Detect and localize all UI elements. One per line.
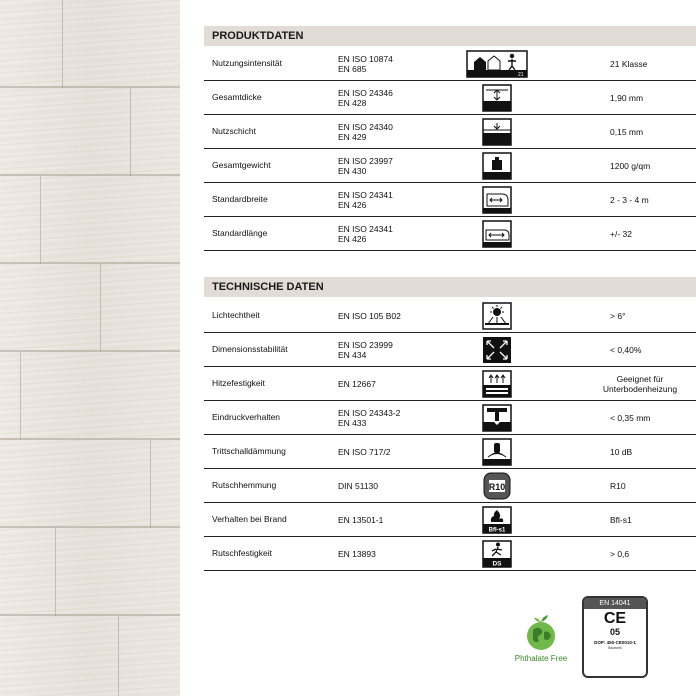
row-norm: EN 12667 bbox=[338, 378, 376, 389]
table-row bbox=[204, 333, 696, 367]
row-label: Rutschfestigkeit bbox=[212, 548, 272, 558]
section-title-produktdaten: PRODUKTDATEN bbox=[204, 26, 696, 46]
svg-text:21: 21 bbox=[518, 72, 524, 78]
table-row bbox=[204, 401, 696, 435]
slip-resistance-ds-icon bbox=[482, 540, 512, 568]
row-norm: EN ISO 24340 EN 429 bbox=[338, 121, 393, 142]
ce-mark: CE bbox=[603, 610, 627, 627]
row-norm: EN ISO 105 B02 bbox=[338, 310, 401, 321]
dimensional-stability-icon bbox=[482, 336, 512, 364]
slip-resistance-r10-icon bbox=[482, 472, 512, 500]
row-norm: EN ISO 717/2 bbox=[338, 446, 391, 457]
row-value: Bfl-s1 bbox=[610, 514, 632, 525]
table-row bbox=[204, 299, 696, 333]
ce-header: EN 14041 bbox=[584, 598, 646, 609]
row-norm: DIN 51130 bbox=[338, 480, 379, 491]
row-value: 2 - 3 - 4 m bbox=[610, 194, 649, 205]
row-norm: EN ISO 24346 EN 428 bbox=[338, 87, 393, 108]
wear-layer-icon bbox=[482, 118, 512, 146]
length-icon bbox=[482, 220, 512, 248]
wood-floor-photo bbox=[0, 0, 180, 696]
row-value: 21 Klasse bbox=[610, 58, 648, 69]
width-icon bbox=[482, 186, 512, 214]
row-label: Rutschhemmung bbox=[212, 480, 277, 490]
ce-small-print: Bauwerk bbox=[608, 646, 622, 650]
row-label: Hitzefestigkeit bbox=[212, 378, 265, 388]
row-norm: EN ISO 23999 EN 434 bbox=[338, 339, 393, 360]
ce-dop: DOP: 450-CE0010-1 bbox=[594, 640, 636, 645]
table-row bbox=[204, 149, 696, 183]
table-row bbox=[204, 217, 696, 251]
table-row bbox=[204, 367, 696, 401]
row-value: 1,90 mm bbox=[610, 92, 644, 103]
table-row bbox=[204, 47, 696, 81]
section-title-technische-daten: TECHNISCHE DATEN bbox=[204, 277, 696, 297]
row-norm: EN ISO 23997 EN 430 bbox=[338, 155, 393, 176]
svg-text:DS: DS bbox=[492, 560, 502, 568]
row-value: 10 dB bbox=[610, 446, 633, 457]
table-row bbox=[204, 435, 696, 469]
svg-text:R10: R10 bbox=[488, 482, 506, 492]
table-row bbox=[204, 469, 696, 503]
row-value: 1200 g/qm bbox=[610, 160, 651, 171]
row-value: 0,15 mm bbox=[610, 126, 644, 137]
row-value: > 6° bbox=[610, 310, 626, 321]
fire-behaviour-icon bbox=[482, 506, 512, 534]
row-label: Nutzschicht bbox=[212, 126, 256, 136]
row-norm: EN ISO 10874 EN 685 bbox=[338, 53, 393, 74]
row-label: Gesamtgewicht bbox=[212, 160, 271, 170]
row-value: < 0,40% bbox=[610, 344, 642, 355]
lightfastness-icon bbox=[482, 302, 512, 330]
row-value: R10 bbox=[610, 480, 626, 491]
table-row bbox=[204, 183, 696, 217]
row-label: Lichtechtheit bbox=[212, 310, 260, 320]
ce-number: 05 bbox=[609, 627, 620, 637]
row-value: Geeignet für Unterbodenheizung bbox=[602, 373, 678, 394]
row-norm: EN 13893 bbox=[338, 548, 376, 559]
row-label: Trittschalldämmung bbox=[212, 446, 286, 456]
row-label: Eindruckverhalten bbox=[212, 412, 281, 422]
row-label: Gesamtdicke bbox=[212, 92, 262, 102]
row-label: Standardbreite bbox=[212, 194, 268, 204]
row-label: Verhalten bei Brand bbox=[212, 514, 287, 524]
svg-text:Bfl-s1: Bfl-s1 bbox=[488, 527, 506, 534]
row-value: < 0,35 mm bbox=[610, 412, 651, 423]
row-value: +/- 32 bbox=[610, 228, 632, 239]
impact-sound-icon bbox=[482, 438, 512, 466]
row-norm: EN ISO 24343-2 EN 433 bbox=[338, 407, 401, 428]
table-row bbox=[204, 503, 696, 537]
table-row bbox=[204, 81, 696, 115]
usage-class-icon bbox=[466, 50, 528, 78]
ce-declaration-label bbox=[582, 596, 648, 678]
row-norm: EN 13501-1 bbox=[338, 514, 384, 525]
underfloor-heating-icon bbox=[482, 370, 512, 398]
indentation-icon bbox=[482, 404, 512, 432]
table-row bbox=[204, 537, 696, 571]
row-value: > 0,6 bbox=[610, 548, 630, 559]
row-norm: EN ISO 24341 EN 426 bbox=[338, 223, 393, 244]
row-label: Nutzungsintensität bbox=[212, 58, 282, 68]
row-label: Dimensionsstabilität bbox=[212, 344, 288, 354]
total-thickness-icon bbox=[482, 84, 512, 112]
row-label: Standardlänge bbox=[212, 228, 268, 238]
phthalate-free-label: Phthalate Free bbox=[514, 654, 568, 663]
row-norm: EN ISO 24341 EN 426 bbox=[338, 189, 393, 210]
table-row bbox=[204, 115, 696, 149]
weight-icon bbox=[482, 152, 512, 180]
